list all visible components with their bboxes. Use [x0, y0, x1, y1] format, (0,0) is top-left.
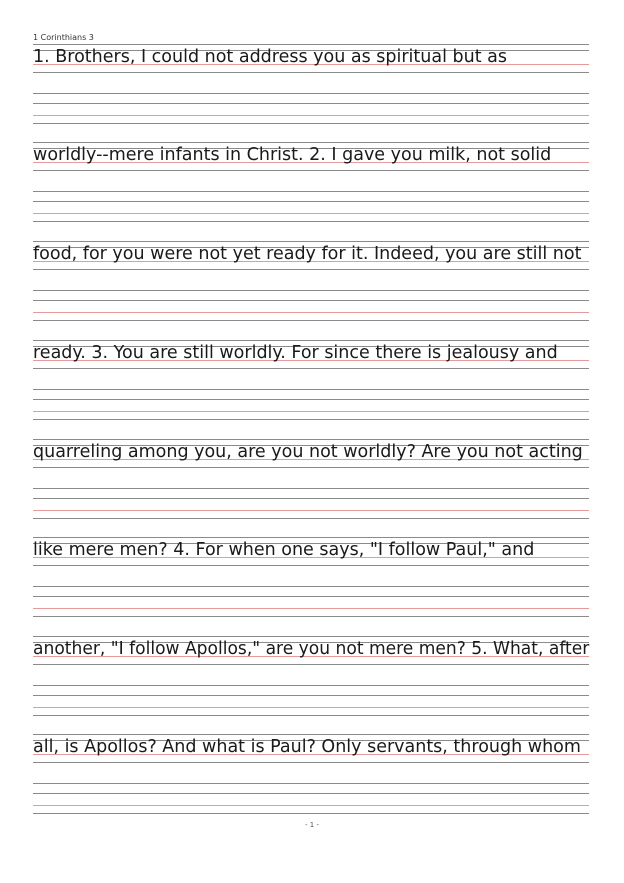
practice-baseline-rule: [33, 510, 589, 511]
top-rule: [33, 439, 589, 440]
verse-line: like mere men? 4. For when one says, "I follow Paul," and: [33, 540, 535, 560]
practice-bottom-rule: [33, 715, 589, 716]
practice-top-rule: [33, 191, 589, 192]
practice-mid-rule: [33, 399, 589, 400]
practice-baseline-rule: [33, 213, 589, 214]
verse-line: worldly--mere infants in Christ. 2. I gave you milk, not solid: [33, 145, 552, 165]
practice-mid-rule: [33, 498, 589, 499]
descender-rule: [33, 368, 589, 369]
verse-line: ready. 3. You are still worldly. For since there is jealousy and: [33, 343, 558, 363]
top-rule: [33, 44, 589, 45]
top-rule: [33, 537, 589, 538]
top-rule: [33, 734, 589, 735]
writing-block: [33, 142, 589, 238]
practice-baseline-rule: [33, 805, 589, 806]
descender-rule: [33, 72, 589, 73]
descender-rule: [33, 269, 589, 270]
practice-top-rule: [33, 488, 589, 489]
practice-top-rule: [33, 93, 589, 94]
verse-line: all, is Apollos? And what is Paul? Only servants, through whom: [33, 737, 581, 757]
top-rule: [33, 340, 589, 341]
practice-baseline-rule: [33, 608, 589, 609]
practice-bottom-rule: [33, 813, 589, 814]
writing-block: [33, 537, 589, 633]
verse-line: food, for you were not yet ready for it. Indeed, you are still not: [33, 244, 582, 264]
writing-block: [33, 44, 589, 140]
practice-top-rule: [33, 290, 589, 291]
descender-rule: [33, 664, 589, 665]
descender-rule: [33, 170, 589, 171]
chapter-reference: 1 Corinthians 3: [33, 33, 94, 42]
practice-mid-rule: [33, 300, 589, 301]
writing-block: [33, 241, 589, 337]
descender-rule: [33, 565, 589, 566]
practice-top-rule: [33, 783, 589, 784]
verse-line: 1. Brothers, I could not address you as spiritual but as: [33, 47, 507, 67]
writing-block: [33, 340, 589, 436]
practice-mid-rule: [33, 596, 589, 597]
writing-block: [33, 734, 589, 830]
practice-mid-rule: [33, 201, 589, 202]
verse-line: quarreling among you, are you not worldly? Are you not acting: [33, 442, 583, 462]
top-rule: [33, 142, 589, 143]
practice-mid-rule: [33, 793, 589, 794]
practice-top-rule: [33, 586, 589, 587]
verse-line: another, "I follow Apollos," are you not mere men? 5. What, after: [33, 639, 590, 659]
descender-rule: [33, 762, 589, 763]
practice-bottom-rule: [33, 518, 589, 519]
practice-baseline-rule: [33, 707, 589, 708]
practice-mid-rule: [33, 695, 589, 696]
practice-top-rule: [33, 685, 589, 686]
writing-block: [33, 636, 589, 732]
practice-bottom-rule: [33, 221, 589, 222]
practice-bottom-rule: [33, 616, 589, 617]
writing-block: [33, 439, 589, 535]
practice-baseline-rule: [33, 115, 589, 116]
descender-rule: [33, 467, 589, 468]
practice-baseline-rule: [33, 411, 589, 412]
practice-mid-rule: [33, 103, 589, 104]
practice-bottom-rule: [33, 123, 589, 124]
practice-top-rule: [33, 389, 589, 390]
practice-bottom-rule: [33, 419, 589, 420]
practice-baseline-rule: [33, 312, 589, 313]
page-number: - 1 -: [305, 821, 319, 829]
top-rule: [33, 636, 589, 637]
practice-bottom-rule: [33, 320, 589, 321]
top-rule: [33, 241, 589, 242]
